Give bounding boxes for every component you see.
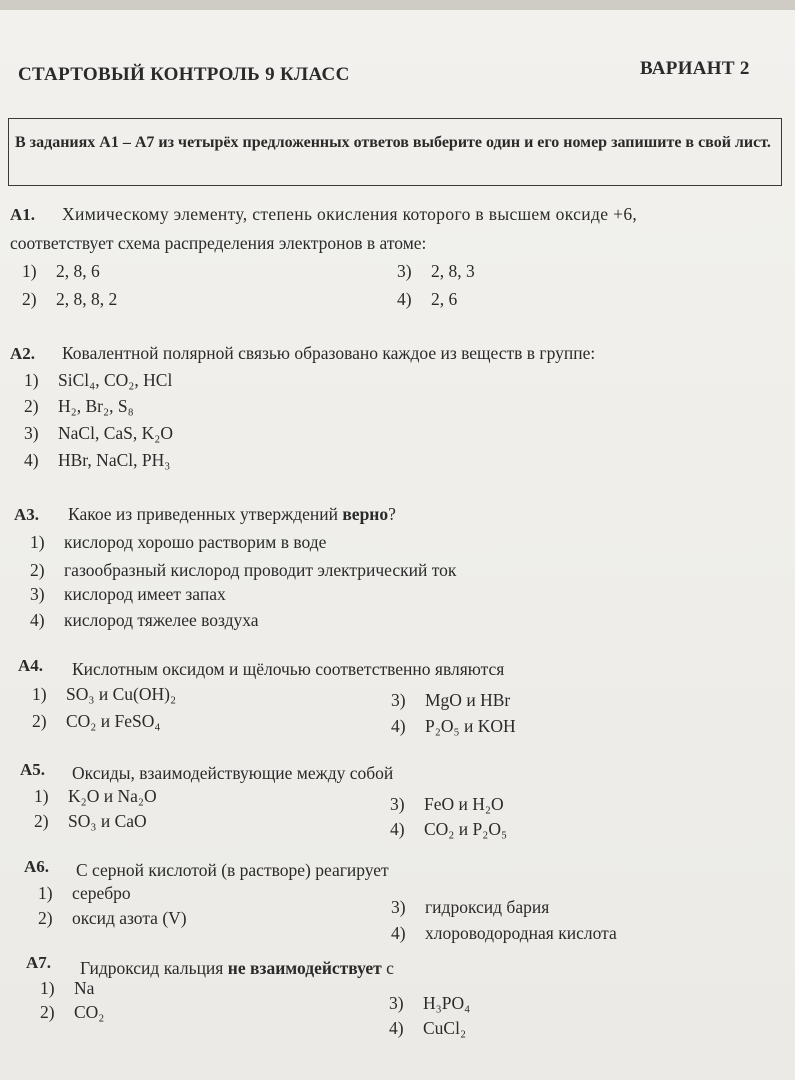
option-number: 1) [24, 370, 39, 390]
option-text: CO₂ [74, 1002, 105, 1022]
option-number: 4) [391, 716, 406, 736]
option-text: K₂O и Na₂O [68, 786, 157, 806]
option-number: 2) [30, 560, 45, 580]
question-number: А6. [24, 857, 50, 876]
question-text-emphasis: верно [342, 504, 389, 524]
option-text: SO₃ и CaO [68, 811, 147, 831]
option-number: 3) [397, 261, 412, 281]
option-number: 4) [30, 610, 45, 630]
answer-option-1 [40, 978, 94, 999]
question-text-start: Какое из приведенных утверждений [68, 504, 343, 524]
option-number: 3) [390, 794, 405, 814]
option-number: 3) [389, 993, 404, 1013]
option-text: P₂O₅ и KOH [425, 716, 516, 736]
answer-option-2 [40, 1002, 104, 1023]
option-text: гидроксид бария [425, 897, 550, 917]
option-text: Na [74, 978, 95, 998]
option-text: H₃PO₄ [423, 993, 471, 1013]
question-number: А3. [14, 505, 40, 524]
option-number: 1) [40, 978, 55, 998]
option-text: 2, 8, 6 [56, 261, 100, 281]
question-number: А2. [10, 344, 36, 363]
option-text: 2, 6 [431, 289, 458, 309]
paper-top-edge [0, 0, 795, 10]
option-number: 2) [40, 1002, 55, 1022]
option-text: кислород хорошо растворим в воде [64, 532, 327, 552]
answer-option-1 [32, 684, 176, 705]
question-text: Кислотным оксидом и щёлочью соответственно являются [72, 659, 505, 679]
answer-option-1 [38, 883, 131, 904]
answer-option-2 [24, 396, 134, 417]
answer-option-4 [391, 716, 516, 737]
answer-option-4 [397, 289, 457, 310]
answer-option-1 [34, 786, 157, 807]
question-number: А5. [20, 760, 46, 779]
question-text: Ковалентной полярной связью образовано каждое из веществ в группе: [62, 343, 596, 363]
question-text-line-2: соответствует схема распределения электронов в атоме: [10, 233, 427, 253]
option-text: хлороводородная кислота [425, 923, 617, 943]
question-text: С серной кислотой (в растворе) реагирует [76, 860, 389, 880]
question-number: А1. [10, 205, 36, 224]
option-number: 1) [30, 532, 45, 552]
option-number: 2) [32, 711, 47, 731]
option-number: 4) [24, 450, 39, 470]
question-text-end: ? [388, 504, 396, 524]
option-number: 1) [32, 684, 47, 704]
option-number: 3) [391, 690, 406, 710]
option-text: оксид азота (V) [72, 908, 187, 928]
option-text: кислород имеет запах [64, 584, 226, 604]
option-text: SiCl₄, CO₂, HCl [58, 370, 173, 390]
option-number: 2) [34, 811, 49, 831]
option-text: 2, 8, 3 [431, 261, 475, 281]
question-text-end: с [381, 958, 394, 978]
option-number: 3) [30, 584, 45, 604]
option-number: 2) [38, 908, 53, 928]
answer-option-1 [24, 370, 172, 391]
answer-option-2 [30, 560, 456, 581]
option-number: 1) [34, 786, 49, 806]
option-text: SO₃ и Cu(OH)₂ [66, 684, 177, 704]
answer-option-3 [389, 993, 470, 1014]
answer-option-3 [391, 897, 549, 918]
answer-option-2 [22, 289, 117, 310]
option-number: 1) [22, 261, 37, 281]
question-text-start: Гидроксид кальция [80, 958, 228, 978]
option-text: CO₂ и P₂O₅ [424, 819, 508, 839]
question-text-emphasis: не взаимодействует [227, 958, 382, 978]
option-text: NaCl, CaS, K₂O [58, 423, 173, 443]
option-text: FeO и H₂O [424, 794, 504, 814]
option-text: газообразный кислород проводит электрический ток [64, 560, 457, 580]
answer-option-2 [34, 811, 147, 832]
answer-option-2 [32, 711, 161, 732]
option-number: 3) [24, 423, 39, 443]
answer-option-3 [397, 261, 475, 282]
option-text: H₂, Br₂, S₈ [58, 396, 134, 416]
option-number: 3) [391, 897, 406, 917]
answer-option-1 [30, 532, 326, 553]
answer-option-4 [389, 1018, 466, 1039]
question-text: Оксиды, взаимодействующие между собой [72, 763, 394, 783]
answer-option-4 [24, 450, 170, 471]
option-text: MgO и HBr [425, 690, 511, 710]
question-text-line-1: Химическому элементу, степень окисления которого в высшем оксиде +6, [62, 204, 638, 224]
question-number: А4. [18, 656, 44, 675]
option-number: 2) [22, 289, 37, 309]
test-title: СТАРТОВЫЙ КОНТРОЛЬ 9 КЛАСС [18, 64, 350, 85]
option-text: HBr, NaCl, PH₃ [58, 450, 171, 470]
option-text: 2, 8, 8, 2 [56, 289, 118, 309]
option-number: 2) [24, 396, 39, 416]
answer-option-4 [390, 819, 507, 840]
answer-option-4 [30, 610, 259, 631]
option-number: 4) [389, 1018, 404, 1038]
answer-option-4 [391, 923, 617, 944]
option-number: 4) [391, 923, 406, 943]
instruction-box: В заданиях А1 – А7 из четырёх предложенных ответов выберите один и его номер запишите в свой лист. [8, 118, 782, 186]
question-text [80, 958, 394, 979]
answer-option-3 [24, 423, 173, 444]
option-number: 4) [390, 819, 405, 839]
option-text: CO₂ и FeSO₄ [66, 711, 161, 731]
option-number: 4) [397, 289, 412, 309]
answer-option-1 [22, 261, 100, 282]
answer-option-3 [390, 794, 504, 815]
question-number: А7. [26, 953, 52, 972]
answer-option-3 [30, 584, 226, 605]
option-text: кислород тяжелее воздуха [64, 610, 259, 630]
question-text [68, 504, 396, 525]
option-text: CuCl₂ [423, 1018, 467, 1038]
answer-option-3 [391, 690, 510, 711]
option-number: 1) [38, 883, 53, 903]
option-text: серебро [72, 883, 131, 903]
answer-option-2 [38, 908, 187, 929]
variant-label: ВАРИАНТ 2 [640, 58, 750, 79]
